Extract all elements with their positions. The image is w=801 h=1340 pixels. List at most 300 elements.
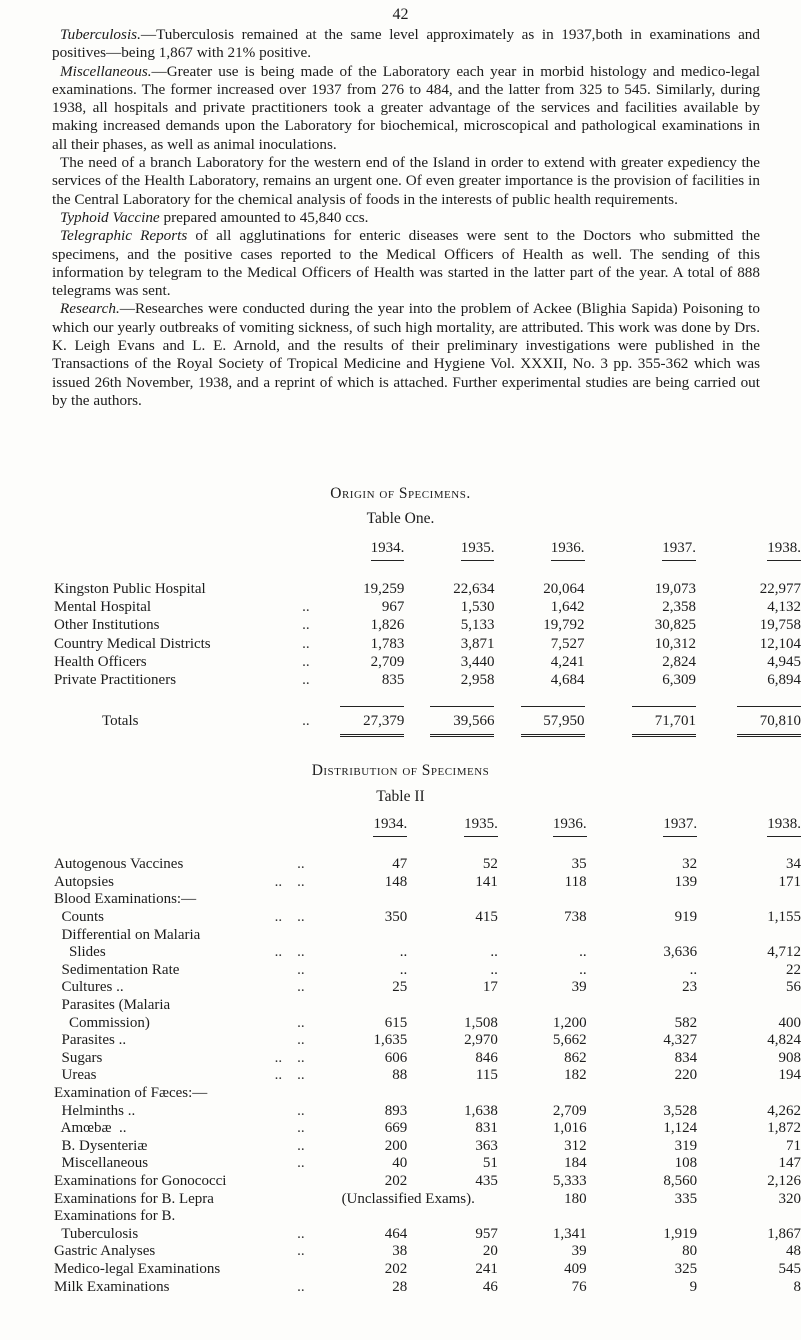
table-cell: 862 bbox=[564, 1049, 587, 1066]
row-label bbox=[54, 1155, 319, 1173]
table-cell: 606 bbox=[384, 1049, 408, 1066]
table-cell bbox=[498, 1085, 587, 1103]
row-label bbox=[54, 1225, 319, 1243]
paragraph-miscellaneous: Miscellaneous.—Greater use is being made of the Laboratory each year in morbid histology and medico-legal examinations. The former increased over 1937 from 276 to 484, and the latter from 325 to 545. Similarly, during 1938, all hospitals and private practitioners took a greater advantage of the services and facilities available by making increased demands upon the Laboratory for biochemical, microscopical and pathological examinations in all their phases, as well as animal inoculations. bbox=[52, 62, 760, 153]
table-cell: 3,871 bbox=[460, 635, 495, 652]
row-label-text: Autogenous Vaccines bbox=[54, 856, 184, 873]
table-cell bbox=[697, 891, 801, 909]
totals-value: 39,566 bbox=[430, 706, 494, 737]
table-cell: 435 bbox=[475, 1172, 498, 1189]
row-label-text: Health Officers bbox=[54, 653, 147, 670]
table-cell: 147 bbox=[778, 1155, 801, 1172]
row-label bbox=[54, 909, 319, 927]
table-row bbox=[54, 1261, 801, 1279]
row-label bbox=[54, 874, 319, 892]
leader-dots: .. bbox=[297, 1032, 305, 1049]
table-two-heading: Distribution of Specimens bbox=[311, 762, 490, 779]
leader-dots: .. bbox=[302, 617, 310, 634]
table-cell: 22 bbox=[786, 961, 801, 978]
row-label bbox=[54, 944, 319, 962]
row-label-text: Other Institutions bbox=[54, 617, 160, 634]
totals-value: 27,379 bbox=[340, 706, 404, 737]
table-cell: 4,241 bbox=[550, 653, 585, 670]
row-label-text: Examinations for B. bbox=[54, 1208, 176, 1225]
table-row bbox=[54, 580, 801, 598]
table-cell: 6,894 bbox=[767, 672, 801, 689]
table-cell: 1,155 bbox=[767, 909, 801, 926]
paragraph-telegraphic-reports: Telegraphic Reports of all agglutinations for enteric diseases were sent to the Doctors who submitted the specimens, and the positive cases reported to the Medical Officers of Health as well. The sending of this information by telegram to the Medical Officers of Health was started in the latter part of the year. A total of 888 telegrams was sent. bbox=[52, 227, 761, 300]
row-label-text: Blood Examinations:— bbox=[54, 891, 197, 908]
table-row bbox=[54, 1102, 801, 1120]
row-label-text: Differential on Malaria bbox=[54, 926, 201, 943]
table-cell: 4,132 bbox=[767, 598, 801, 615]
table-cell: 363 bbox=[475, 1137, 498, 1154]
table-cell: 1,124 bbox=[663, 1120, 698, 1137]
table-cell: 182 bbox=[564, 1067, 587, 1084]
table-cell: 908 bbox=[778, 1049, 801, 1066]
totals-row bbox=[54, 706, 801, 737]
row-label-text: Parasites (Malaria bbox=[54, 997, 171, 1014]
table-cell: 46 bbox=[482, 1278, 498, 1295]
leader-dots: .. bbox=[302, 672, 310, 689]
year-header-label: 1936. bbox=[551, 540, 585, 561]
table-cell: 669 bbox=[384, 1120, 408, 1137]
leader-dots: .. .. bbox=[274, 1049, 305, 1066]
table-cell: 118 bbox=[564, 873, 587, 890]
leader-dots: .. bbox=[297, 1014, 305, 1031]
year-header bbox=[498, 816, 587, 856]
row-label-text: Helminths .. bbox=[54, 1102, 136, 1119]
table-cell: 88 bbox=[392, 1067, 408, 1084]
table-row bbox=[54, 1190, 801, 1208]
table-cell: 319 bbox=[674, 1137, 698, 1154]
row-label-text: Commission) bbox=[54, 1014, 150, 1031]
table-row bbox=[54, 979, 801, 997]
table-cell: 7,527 bbox=[550, 635, 585, 652]
table-cell: 400 bbox=[778, 1014, 801, 1031]
table-cell: 1,508 bbox=[464, 1014, 498, 1031]
table-row bbox=[54, 617, 801, 635]
row-label-text: Examinations for Gonococci bbox=[54, 1172, 227, 1189]
table-cell: 34 bbox=[786, 856, 801, 873]
table-cell: 241 bbox=[475, 1260, 498, 1277]
table-cell: .. bbox=[399, 961, 408, 978]
table-cell bbox=[319, 891, 408, 909]
year-header bbox=[319, 816, 408, 856]
table-cell: 56 bbox=[786, 979, 801, 996]
row-label-text: Slides bbox=[54, 944, 106, 961]
row-label bbox=[54, 1050, 319, 1068]
row-label-text: Sedimentation Rate bbox=[54, 961, 180, 978]
table-cell bbox=[319, 1085, 408, 1103]
table-cell bbox=[587, 1208, 697, 1226]
year-header-label: 1935. bbox=[464, 816, 498, 837]
year-header-label: 1934. bbox=[373, 816, 407, 837]
table-cell: 35 bbox=[571, 856, 587, 873]
table-cell: 1,826 bbox=[370, 617, 405, 634]
totals-cell bbox=[696, 706, 801, 737]
row-label-text: Mental Hospital bbox=[54, 598, 152, 615]
table-cell: 220 bbox=[674, 1067, 698, 1084]
row-label bbox=[54, 1014, 319, 1032]
row-label bbox=[54, 580, 324, 598]
year-header bbox=[404, 540, 494, 580]
table-cell: 2,824 bbox=[662, 653, 696, 670]
table-cell: 2,970 bbox=[464, 1032, 498, 1049]
totals-value: 71,701 bbox=[632, 706, 696, 737]
table-cell: 9 bbox=[689, 1278, 698, 1295]
totals-label bbox=[54, 706, 324, 737]
row-label bbox=[54, 997, 319, 1015]
table-cell: .. bbox=[399, 944, 408, 961]
leader-dots: .. .. bbox=[274, 944, 305, 961]
year-header-label: 1937. bbox=[662, 540, 696, 561]
year-header bbox=[494, 540, 584, 580]
row-label bbox=[54, 598, 324, 616]
row-label-text: B. Dysenteriæ bbox=[54, 1137, 148, 1154]
table-cell bbox=[407, 1085, 498, 1103]
row-label-text: Amœbæ .. bbox=[54, 1120, 127, 1137]
table-cell: 1,016 bbox=[552, 1120, 587, 1137]
leader-dots: .. bbox=[302, 598, 310, 615]
table-cell: 148 bbox=[384, 873, 408, 890]
table-cell bbox=[407, 891, 498, 909]
table-cell bbox=[587, 926, 697, 944]
table-cell bbox=[498, 997, 587, 1015]
table-cell: 582 bbox=[674, 1014, 698, 1031]
table-cell: 12,104 bbox=[759, 635, 801, 652]
table-cell bbox=[498, 926, 587, 944]
table-cell: 1,642 bbox=[550, 598, 585, 615]
table-cell: 3,528 bbox=[663, 1102, 698, 1119]
table-cell bbox=[319, 1208, 408, 1226]
table-cell: (Unclassified Exams). bbox=[341, 1190, 475, 1207]
year-header-label: 1934. bbox=[371, 540, 405, 561]
table-row bbox=[54, 1155, 801, 1173]
table-cell: 1,200 bbox=[552, 1014, 587, 1031]
table-cell: 39 bbox=[571, 979, 587, 996]
table-cell: 10,312 bbox=[654, 635, 696, 652]
row-label-text: Private Practitioners bbox=[54, 672, 177, 689]
table-cell: 893 bbox=[384, 1102, 408, 1119]
table-cell: 1,635 bbox=[373, 1032, 408, 1049]
table-cell: 312 bbox=[564, 1137, 587, 1154]
row-label bbox=[54, 1278, 319, 1296]
year-header-label: 1937. bbox=[663, 816, 697, 837]
leader-dots: .. bbox=[302, 653, 310, 670]
table-cell: 22,634 bbox=[453, 580, 495, 597]
year-header-label: 1938. bbox=[767, 540, 801, 561]
row-label bbox=[54, 891, 319, 909]
table-cell: 350 bbox=[384, 909, 408, 926]
table-cell bbox=[319, 926, 408, 944]
totals-value: 70,810 bbox=[737, 706, 801, 737]
table-cell: 415 bbox=[475, 909, 498, 926]
leader-dots: .. bbox=[297, 1102, 305, 1119]
year-header-label: 1935. bbox=[461, 540, 495, 561]
table-cell bbox=[498, 1208, 587, 1226]
leader-dots: .. .. bbox=[274, 873, 305, 890]
totals-cell bbox=[324, 706, 405, 737]
table-row bbox=[54, 891, 801, 909]
table-row bbox=[54, 1050, 801, 1068]
leader-dots: .. bbox=[297, 856, 305, 873]
leader-dots: .. bbox=[297, 961, 305, 978]
row-label-text: Country Medical Districts bbox=[54, 635, 211, 652]
table-two-subheading: Table II bbox=[376, 788, 425, 805]
spacer-cell bbox=[54, 690, 324, 706]
totals-value: 57,950 bbox=[521, 706, 585, 737]
table-cell: 20,064 bbox=[543, 580, 585, 597]
year-header bbox=[696, 540, 801, 580]
leader-dots: .. bbox=[302, 635, 310, 652]
table-cell: 2,709 bbox=[370, 653, 405, 670]
header-row bbox=[54, 540, 801, 580]
table-cell: 8 bbox=[793, 1278, 801, 1295]
row-label bbox=[54, 617, 324, 635]
totals-cell bbox=[585, 706, 696, 737]
table-cell: 30,825 bbox=[654, 617, 696, 634]
row-label bbox=[54, 856, 319, 874]
table-cell: 738 bbox=[564, 909, 587, 926]
row-label bbox=[54, 1208, 319, 1226]
table-cell: 139 bbox=[674, 873, 698, 890]
table-cell: 325 bbox=[674, 1260, 698, 1277]
table-cell: 108 bbox=[674, 1155, 698, 1172]
table-cell: 4,262 bbox=[767, 1102, 801, 1119]
table-cell: 2,958 bbox=[460, 672, 495, 689]
table-cell: 4,684 bbox=[550, 672, 585, 689]
year-header bbox=[324, 540, 405, 580]
table-cell bbox=[407, 1208, 498, 1226]
table-cell: 202 bbox=[384, 1172, 408, 1189]
year-header bbox=[697, 816, 801, 856]
table-cell bbox=[697, 1208, 801, 1226]
table-cell: 615 bbox=[384, 1014, 408, 1031]
table-cell: 545 bbox=[778, 1260, 801, 1277]
table-cell: 1,530 bbox=[460, 598, 495, 615]
table-cell: 23 bbox=[682, 979, 698, 996]
row-label-text: Kingston Public Hospital bbox=[54, 580, 206, 597]
paragraph-research: Research.—Researches were conducted during the year into the problem of Ackee (Blighia Sapida) Poisoning to which our yearly outbreaks of vomiting sickness, of such high mortality, are attributed. This work was done by Drs. K. Leigh Evans and L. E. Arnold, and the results of their preliminary investigations were published in the Transactions of the Royal Society of Tropical Medicine and Hygiene Vol. XXXII, No. 3 pp. 355-362 which was issued 26th November, 1938, and a reprint of which is attached. Further experimental studies are being carried out by the authors. bbox=[52, 300, 760, 409]
table-cell bbox=[587, 997, 697, 1015]
spacer-row bbox=[54, 690, 801, 706]
paragraph-typhoid-vaccine: Typhoid Vaccine prepared amounted to 45,840 ccs. bbox=[60, 208, 369, 226]
table-cell bbox=[407, 926, 498, 944]
table-cell: 4,327 bbox=[663, 1032, 698, 1049]
table-cell: 25 bbox=[392, 979, 408, 996]
leader-dots: .. bbox=[297, 1155, 305, 1172]
table-cell: 846 bbox=[475, 1049, 498, 1066]
table-row bbox=[54, 1032, 801, 1050]
row-label bbox=[54, 1190, 319, 1208]
leader-dots: .. .. bbox=[274, 909, 305, 926]
table-cell: .. bbox=[490, 961, 498, 978]
row-label-text: Sugars bbox=[54, 1049, 103, 1066]
paragraph-tuberculosis: Tuberculosis.—Tuberculosis remained at the same level approximately as in 1937,both in examinations and positives—being 1,867 with 21% positive. bbox=[52, 26, 760, 62]
table-cell: 48 bbox=[786, 1243, 801, 1260]
row-label-text: Milk Examinations bbox=[54, 1278, 170, 1295]
table-cell: 19,259 bbox=[363, 580, 405, 597]
totals-cell bbox=[404, 706, 494, 737]
table-cell bbox=[697, 1085, 801, 1103]
year-header-label: 1936. bbox=[553, 816, 587, 837]
table-cell: 409 bbox=[564, 1260, 587, 1277]
table-cell: 171 bbox=[778, 873, 801, 890]
year-header bbox=[585, 540, 696, 580]
table-cell: 2,358 bbox=[662, 598, 696, 615]
row-label bbox=[54, 1032, 319, 1050]
table-cell: 1,638 bbox=[464, 1102, 498, 1119]
row-label bbox=[54, 926, 319, 944]
table-cell: 834 bbox=[674, 1049, 698, 1066]
table-cell: 6,309 bbox=[662, 672, 696, 689]
year-header-label: 1938. bbox=[767, 816, 801, 837]
table-cell: 76 bbox=[571, 1278, 587, 1295]
table-cell: 71 bbox=[786, 1137, 801, 1154]
row-label-text: Counts bbox=[54, 909, 105, 926]
distribution-of-specimens-table bbox=[54, 816, 801, 1296]
table-cell: 1,783 bbox=[370, 635, 405, 652]
table-cell: 184 bbox=[564, 1155, 587, 1172]
table-cell: 52 bbox=[482, 856, 498, 873]
row-label-text: Examination of Fæces:— bbox=[54, 1085, 208, 1102]
leader-dots: .. bbox=[297, 1243, 305, 1260]
table-cell: .. bbox=[689, 961, 698, 978]
table-cell: 40 bbox=[392, 1155, 408, 1172]
table-cell: 957 bbox=[475, 1225, 498, 1242]
row-label bbox=[54, 979, 319, 997]
table-row bbox=[54, 962, 801, 980]
table-row bbox=[54, 1208, 801, 1226]
table-cell bbox=[407, 997, 498, 1015]
table-row bbox=[54, 1014, 801, 1032]
table-row bbox=[54, 997, 801, 1015]
table-cell: .. bbox=[490, 944, 498, 961]
table-cell: 5,133 bbox=[460, 617, 495, 634]
row-label bbox=[54, 671, 324, 689]
table-cell: .. bbox=[579, 961, 587, 978]
table-row bbox=[54, 874, 801, 892]
table-cell: 20 bbox=[482, 1243, 498, 1260]
table-cell: 2,709 bbox=[552, 1102, 587, 1119]
table-cell: 32 bbox=[682, 856, 698, 873]
table-cell bbox=[697, 997, 801, 1015]
table-row bbox=[54, 1085, 801, 1103]
row-label-text: Miscellaneous bbox=[54, 1155, 149, 1172]
table-cell: 335 bbox=[674, 1190, 698, 1207]
row-label-text: Cultures .. bbox=[54, 979, 124, 996]
row-label bbox=[54, 653, 324, 671]
table-row bbox=[54, 598, 801, 616]
row-label bbox=[54, 962, 319, 980]
totals-label-text: Totals bbox=[102, 712, 139, 729]
table-one-subheading: Table One. bbox=[366, 510, 435, 527]
row-label-text: Examinations for B. Lepra bbox=[54, 1190, 214, 1207]
table-cell: 1,872 bbox=[767, 1120, 801, 1137]
table-one-heading: Origin of Specimens. bbox=[330, 485, 471, 502]
table-cell bbox=[587, 891, 697, 909]
body-text bbox=[52, 26, 760, 410]
table-cell: 3,636 bbox=[663, 944, 698, 961]
row-label bbox=[54, 1102, 319, 1120]
paragraph-branch-laboratory: The need of a branch Laboratory for the western end of the Island in order to extend with greater expediency the services of the Health Laboratory, remains an urgent one. Of even greater importance is the provision of facilities in the Central Laboratory for the chemical analysis of foods in the interests of public health requirements. bbox=[52, 154, 760, 208]
table-cell bbox=[498, 891, 587, 909]
table-cell: 19,758 bbox=[759, 617, 801, 634]
row-label bbox=[54, 1120, 319, 1138]
table-cell: 47 bbox=[392, 856, 408, 873]
table-cell: 1,867 bbox=[767, 1225, 801, 1242]
table-cell: 17 bbox=[482, 979, 498, 996]
row-label-text: Autopsies bbox=[54, 873, 114, 890]
leader-dots: .. bbox=[297, 1137, 305, 1154]
table-cell: 2,126 bbox=[767, 1172, 801, 1189]
row-label bbox=[54, 635, 324, 653]
table-row bbox=[54, 856, 801, 874]
table-cell: 464 bbox=[384, 1225, 408, 1242]
leader-dots: .. bbox=[297, 979, 305, 996]
leader-dots: .. .. bbox=[274, 1067, 305, 1084]
table-cell: 200 bbox=[384, 1137, 408, 1154]
row-label bbox=[54, 1138, 319, 1156]
row-label-text: Tuberculosis bbox=[54, 1225, 139, 1242]
table-cell: 831 bbox=[475, 1120, 498, 1137]
row-label-text: Gastric Analyses bbox=[54, 1243, 156, 1260]
table-cell: 1,919 bbox=[663, 1225, 698, 1242]
table-cell: 115 bbox=[475, 1067, 498, 1084]
table-row bbox=[54, 1138, 801, 1156]
table-row bbox=[54, 944, 801, 962]
row-label-text: Parasites .. bbox=[54, 1032, 127, 1049]
table-cell: 51 bbox=[482, 1155, 498, 1172]
table-cell: 3,440 bbox=[460, 653, 495, 670]
table-cell: 835 bbox=[381, 672, 405, 689]
table-cell: 19,073 bbox=[654, 580, 696, 597]
row-label-text: Ureas bbox=[54, 1067, 97, 1084]
table-cell: 919 bbox=[674, 909, 698, 926]
row-label-text: Medico-legal Examinations bbox=[54, 1260, 221, 1277]
table-cell: 38 bbox=[392, 1243, 408, 1260]
leader-dots: .. bbox=[297, 1278, 305, 1295]
row-label bbox=[54, 1067, 319, 1085]
year-header bbox=[407, 816, 498, 856]
leader-dots: .. bbox=[302, 712, 310, 729]
table-row bbox=[54, 671, 801, 689]
table-row bbox=[54, 1243, 801, 1261]
table-row bbox=[54, 653, 801, 671]
table-cell: 4,945 bbox=[767, 653, 801, 670]
table-row bbox=[54, 1120, 801, 1138]
table-cell: 202 bbox=[384, 1260, 408, 1277]
table-row bbox=[54, 1278, 801, 1296]
row-label bbox=[54, 1243, 319, 1261]
table-cell: 8,560 bbox=[663, 1172, 698, 1189]
origin-of-specimens-table bbox=[54, 540, 801, 737]
table-row bbox=[54, 926, 801, 944]
header-row bbox=[54, 816, 801, 856]
table-row bbox=[54, 1173, 801, 1191]
header-spacer bbox=[54, 816, 319, 856]
page-number: 42 bbox=[392, 6, 409, 23]
row-label bbox=[54, 1085, 319, 1103]
table-cell: 28 bbox=[392, 1278, 408, 1295]
table-cell: 1,341 bbox=[552, 1225, 587, 1242]
table-cell: 4,824 bbox=[767, 1032, 801, 1049]
table-cell: 320 bbox=[778, 1190, 801, 1207]
table-cell: 5,333 bbox=[552, 1172, 587, 1189]
header-spacer bbox=[54, 540, 324, 580]
table-cell: 39 bbox=[571, 1243, 587, 1260]
